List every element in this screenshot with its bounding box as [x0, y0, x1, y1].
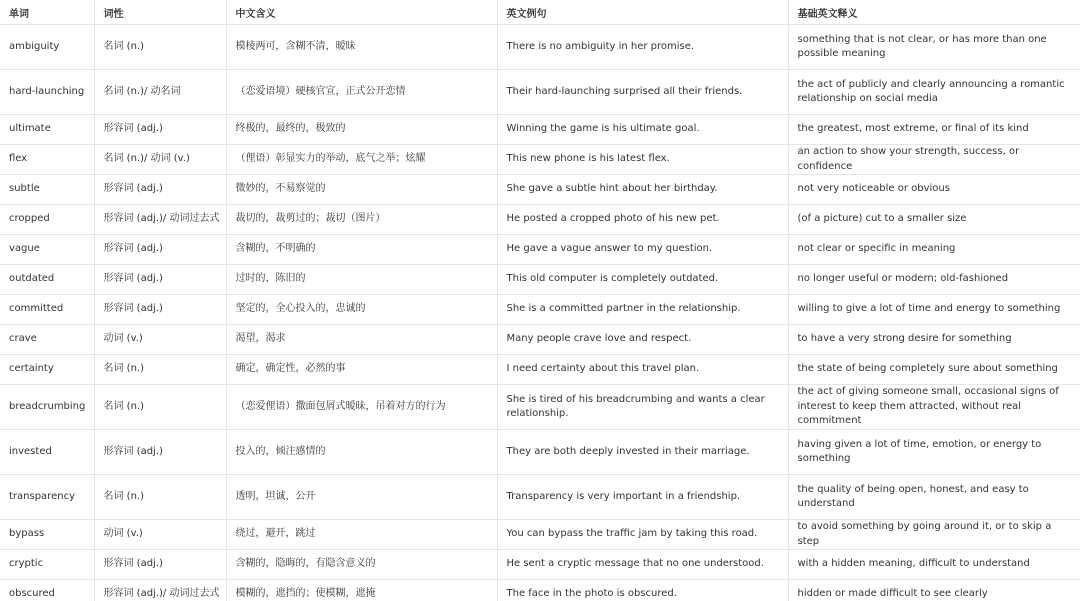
cell-word: invested	[0, 430, 94, 475]
cell-example: He gave a vague answer to my question.	[497, 235, 788, 265]
cell-definition: something that is not clear, or has more than one possible meaning	[788, 25, 1080, 70]
cell-definition: the act of publicly and clearly announcing a romantic relationship on social media	[788, 70, 1080, 115]
cell-example: Their hard-launching surprised all their friends.	[497, 70, 788, 115]
cell-example: You can bypass the traffic jam by taking this road.	[497, 520, 788, 550]
cell-chinese-meaning: 终极的，最终的，极致的	[226, 115, 497, 145]
cell-definition: the quality of being open, honest, and easy to understand	[788, 475, 1080, 520]
cell-word: cryptic	[0, 550, 94, 580]
cell-word: crave	[0, 325, 94, 355]
cell-chinese-meaning: 过时的，陈旧的	[226, 265, 497, 295]
cell-word: ultimate	[0, 115, 94, 145]
cell-part-of-speech: 形容词 (adj.)	[94, 550, 226, 580]
cell-chinese-meaning: 坚定的，全心投入的，忠诚的	[226, 295, 497, 325]
cell-chinese-meaning: 含糊的，不明确的	[226, 235, 497, 265]
cell-example: She is a committed partner in the relationship.	[497, 295, 788, 325]
cell-definition: the state of being completely sure about something	[788, 355, 1080, 385]
table-row	[0, 520, 1080, 550]
cell-chinese-meaning: 透明，坦诚，公开	[226, 475, 497, 520]
cell-word: flex	[0, 145, 94, 175]
cell-part-of-speech: 名词 (n.)	[94, 385, 226, 430]
cell-part-of-speech: 形容词 (adj.)	[94, 265, 226, 295]
table-row	[0, 205, 1080, 235]
table-row	[0, 115, 1080, 145]
cell-definition: no longer useful or modern; old-fashioned	[788, 265, 1080, 295]
cell-word: vague	[0, 235, 94, 265]
cell-word: bypass	[0, 520, 94, 550]
cell-chinese-meaning: 绕过，避开，跳过	[226, 520, 497, 550]
cell-word: certainty	[0, 355, 94, 385]
cell-part-of-speech: 形容词 (adj.)	[94, 115, 226, 145]
table-row	[0, 430, 1080, 475]
cell-word: cropped	[0, 205, 94, 235]
cell-word: outdated	[0, 265, 94, 295]
cell-part-of-speech: 形容词 (adj.)	[94, 430, 226, 475]
cell-definition: hidden or made difficult to see clearly	[788, 580, 1080, 601]
cell-definition: with a hidden meaning, difficult to understand	[788, 550, 1080, 580]
cell-chinese-meaning: 含糊的，隐晦的，有隐含意义的	[226, 550, 497, 580]
cell-chinese-meaning: 确定，确定性，必然的事	[226, 355, 497, 385]
header-part-of-speech: 词性	[94, 0, 226, 25]
table-row	[0, 145, 1080, 175]
header-english-example: 英文例句	[497, 0, 788, 25]
header-word: 单词	[0, 0, 94, 25]
cell-definition: (of a picture) cut to a smaller size	[788, 205, 1080, 235]
table-row	[0, 25, 1080, 70]
table-row	[0, 550, 1080, 580]
cell-part-of-speech: 名词 (n.)	[94, 475, 226, 520]
cell-part-of-speech: 动词 (v.)	[94, 520, 226, 550]
cell-definition: an action to show your strength, success, or confidence	[788, 145, 1080, 175]
cell-chinese-meaning: （恋爱语境）硬核官宣，正式公开恋情	[226, 70, 497, 115]
cell-part-of-speech: 形容词 (adj.)/ 动词过去式	[94, 205, 226, 235]
table-row	[0, 580, 1080, 601]
cell-chinese-meaning: 模糊的，遮挡的；使模糊，遮掩	[226, 580, 497, 601]
cell-definition: having given a lot of time, emotion, or energy to something	[788, 430, 1080, 475]
cell-example: She gave a subtle hint about her birthday.	[497, 175, 788, 205]
cell-example: Winning the game is his ultimate goal.	[497, 115, 788, 145]
cell-part-of-speech: 名词 (n.)/ 动词 (v.)	[94, 145, 226, 175]
cell-example: She is tired of his breadcrumbing and wants a clear relationship.	[497, 385, 788, 430]
cell-part-of-speech: 形容词 (adj.)	[94, 295, 226, 325]
cell-chinese-meaning: 渴望，渴求	[226, 325, 497, 355]
cell-chinese-meaning: 投入的，倾注感情的	[226, 430, 497, 475]
cell-word: subtle	[0, 175, 94, 205]
cell-part-of-speech: 形容词 (adj.)/ 动词过去式	[94, 580, 226, 601]
table-row	[0, 70, 1080, 115]
cell-example: This new phone is his latest flex.	[497, 145, 788, 175]
table-row	[0, 175, 1080, 205]
cell-word: hard-launching	[0, 70, 94, 115]
cell-example: This old computer is completely outdated.	[497, 265, 788, 295]
cell-definition: to have a very strong desire for something	[788, 325, 1080, 355]
cell-chinese-meaning: 裁切的，裁剪过的；裁切（图片）	[226, 205, 497, 235]
table-header-row	[0, 0, 1080, 25]
cell-definition: not very noticeable or obvious	[788, 175, 1080, 205]
cell-definition: the greatest, most extreme, or final of its kind	[788, 115, 1080, 145]
header-english-definition: 基础英文释义	[788, 0, 1080, 25]
cell-part-of-speech: 动词 (v.)	[94, 325, 226, 355]
cell-definition: not clear or specific in meaning	[788, 235, 1080, 265]
cell-word: transparency	[0, 475, 94, 520]
cell-part-of-speech: 名词 (n.)/ 动名词	[94, 70, 226, 115]
cell-part-of-speech: 名词 (n.)	[94, 355, 226, 385]
cell-example: They are both deeply invested in their marriage.	[497, 430, 788, 475]
cell-example: Transparency is very important in a friendship.	[497, 475, 788, 520]
table-row	[0, 355, 1080, 385]
cell-example: He sent a cryptic message that no one understood.	[497, 550, 788, 580]
cell-definition: to avoid something by going around it, or to skip a step	[788, 520, 1080, 550]
cell-part-of-speech: 形容词 (adj.)	[94, 235, 226, 265]
cell-part-of-speech: 形容词 (adj.)	[94, 175, 226, 205]
table-row	[0, 235, 1080, 265]
cell-example: The face in the photo is obscured.	[497, 580, 788, 601]
cell-word: committed	[0, 295, 94, 325]
table-row	[0, 385, 1080, 430]
cell-chinese-meaning: （恋爱俚语）撒面包屑式暧昧，吊着对方的行为	[226, 385, 497, 430]
cell-word: ambiguity	[0, 25, 94, 70]
cell-word: breadcrumbing	[0, 385, 94, 430]
cell-chinese-meaning: （俚语）彰显实力的举动，底气之举；炫耀	[226, 145, 497, 175]
cell-example: There is no ambiguity in her promise.	[497, 25, 788, 70]
table-row	[0, 295, 1080, 325]
cell-example: Many people crave love and respect.	[497, 325, 788, 355]
cell-example: I need certainty about this travel plan.	[497, 355, 788, 385]
header-chinese-meaning: 中文含义	[226, 0, 497, 25]
table-row	[0, 475, 1080, 520]
cell-part-of-speech: 名词 (n.)	[94, 25, 226, 70]
table-row	[0, 325, 1080, 355]
cell-definition: the act of giving someone small, occasional signs of interest to keep them attracted, without real commitment	[788, 385, 1080, 430]
cell-definition: willing to give a lot of time and energy to something	[788, 295, 1080, 325]
cell-word: obscured	[0, 580, 94, 601]
table-row	[0, 265, 1080, 295]
cell-chinese-meaning: 模棱两可，含糊不清，暧昧	[226, 25, 497, 70]
cell-example: He posted a cropped photo of his new pet.	[497, 205, 788, 235]
cell-chinese-meaning: 微妙的，不易察觉的	[226, 175, 497, 205]
